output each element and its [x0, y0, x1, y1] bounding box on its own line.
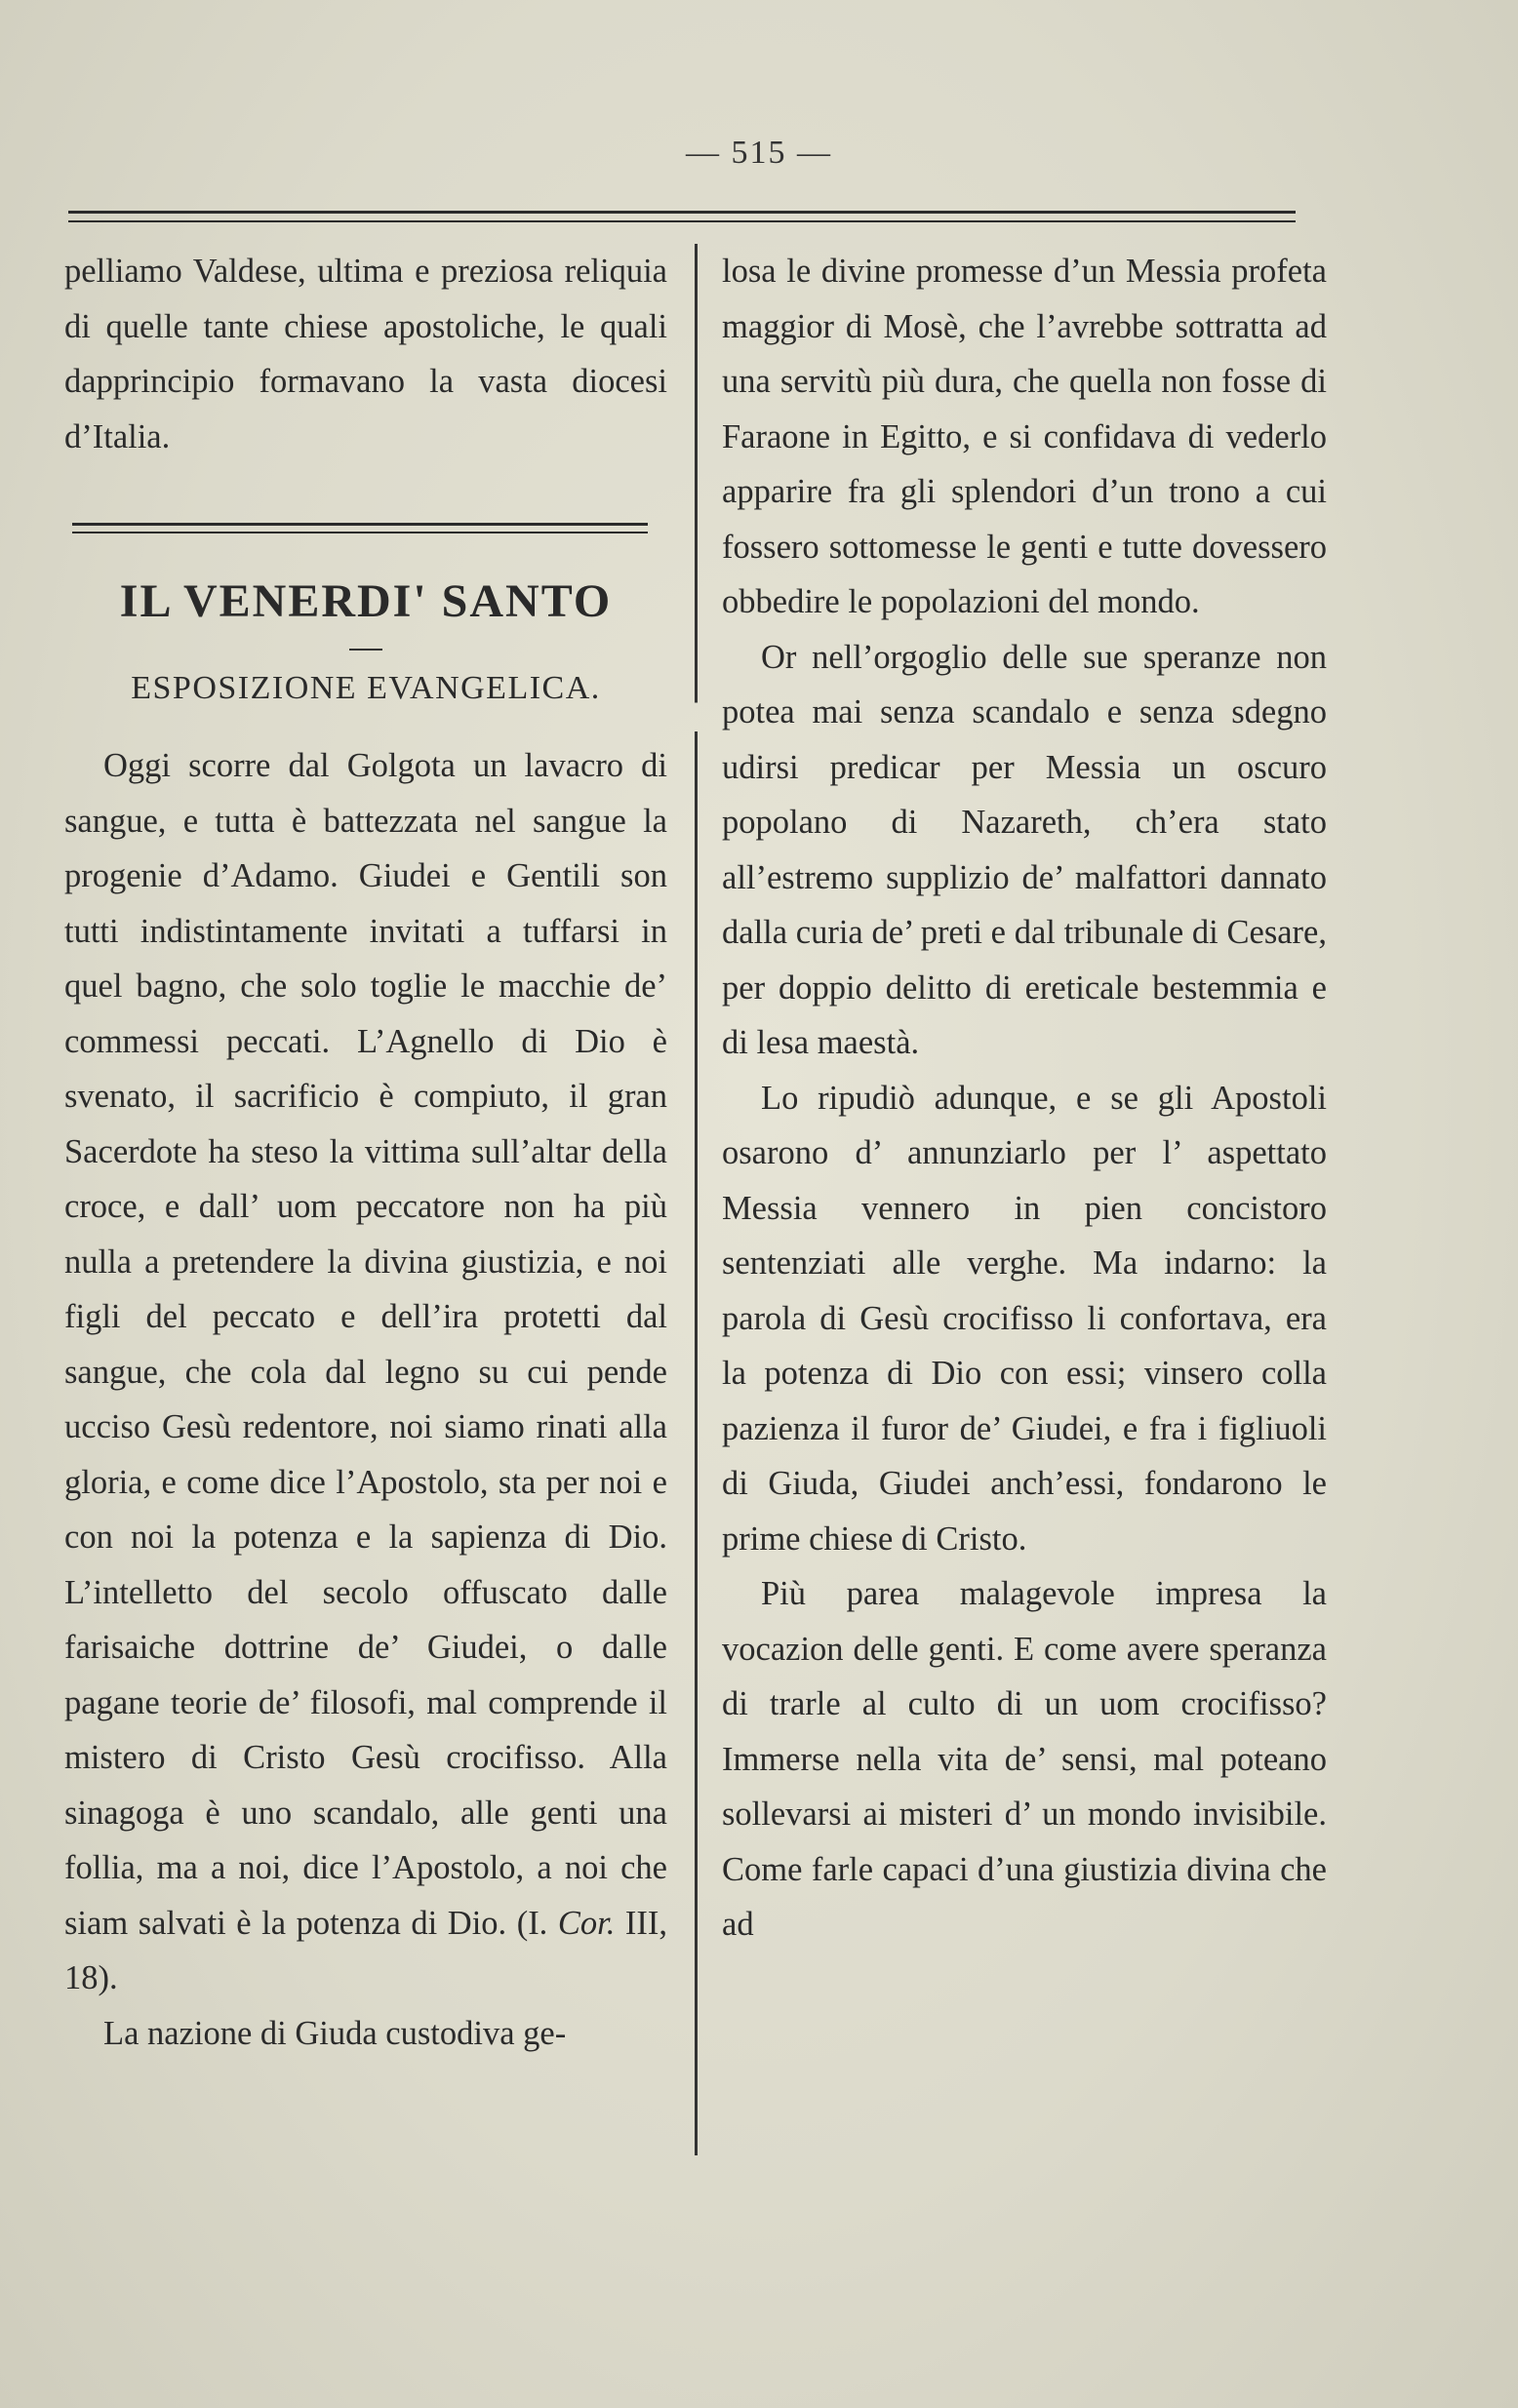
previous-article-tail: pelliamo Valdese, ultima e preziosa reliquia di quelle tante chiese apostoliche, le quali dapprincipio formavano la vasta diocesi d’Italia.: [64, 253, 667, 455]
section-rule: [72, 523, 648, 533]
title-dash: [349, 649, 382, 651]
column-divider: [695, 244, 698, 2155]
paragraph: Lo ripudiò adunque, e se gli Apostoli osarono d’ annunziarlo per l’ aspettato Messia vennero in pien concistoro sentenziati alle verghe. Ma indarno: la parola di Gesù crocifisso li confortava, era la potenza di Dio con essi; vinsero colla pazienza il furor de’ Giudei, e fra i figliuoli di Giuda, Giudei anch’essi, fondarono le prime chiese di Cristo.: [722, 1079, 1327, 1558]
citation-open: (: [506, 1904, 529, 1942]
citation-ref-rest: III, 18).: [64, 1904, 667, 1996]
article-title: IL VENERDI' SANTO: [119, 575, 613, 627]
paragraph: La nazione di Giuda custodiva ge-: [103, 2014, 567, 2052]
header-rule: [68, 211, 1296, 222]
page-number: — 515 —: [686, 135, 832, 171]
paragraph: Più parea malagevole impresa la vocazion delle genti. E come avere speranza di trarle al culto di un uom crocifisso? Immerse nella vita de’ sensi, mal poteano sollevarsi ai misteri d’ un mondo invisibile. Come farle capaci d’una giustizia divina che ad: [722, 1575, 1327, 1943]
paragraph: losa le divine promesse d’un Messia profeta maggior di Mosè, che l’avrebbe sottratta ad una servitù più dura, che quella non fosse di Faraone in Egitto, e si confidava di vederlo apparire fra gli splendori d’un trono a cui fossero sottomesse le genti e tutte dovessero obbedire le popolazioni del mondo.: [722, 253, 1327, 620]
citation-book: I.: [528, 1904, 558, 1942]
citation-ref-italic: Cor.: [557, 1904, 616, 1942]
paragraph-text: Oggi scorre dal Golgota un lavacro di sangue, e tutta è battezzata nel sangue la progenie d’Adamo. Giudei e Gentili son tutti indistintamente invitati a tuffarsi in quel bagno, che solo toglie le macchie de’ commessi peccati. L’Agnello di Dio è svenato, il sacrificio è compiuto, il gran Sacerdote ha steso la vittima sull’altar della croce, e dall’ uom peccatore non ha più nulla a pretendere la divina giustizia, e noi figli del peccato e dell’ira protetti dal sangue, che cola dal legno su cui pende ucciso Gesù redentore, noi siamo rinati alla gloria, e come dice l’Apostolo, sta per noi e con noi la potenza e la sapienza di Dio. L’intelletto del secolo offuscato dalle farisaiche dottrine de’ Giudei, o dalle pagane teorie de’ filosofi, mal comprende il mistero di Cristo Gesù crocifisso. Alla sinagoga è uno scandalo, alle genti una follia, ma a noi, dice l’Apostolo, a noi che siam salvati è la potenza di Dio.: [64, 747, 667, 1942]
left-column: [64, 244, 667, 2061]
paragraph: [64, 738, 667, 2006]
article-subtitle: ESPOSIZIONE EVANGELICA.: [131, 670, 601, 706]
right-column: [722, 244, 1327, 1953]
article-body-left: [64, 738, 667, 2061]
paragraph: Or nell’orgoglio delle sue speranze non potea mai senza scandalo e senza sdegno udirsi predicar per Messia un oscuro popolano di Nazareth, ch’era stato all’estremo supplizio de’ malfattori dannato dalla curia de’ preti e dal tribunale di Cesare, per doppio delitto di ereticale bestemmia e di lesa maestà.: [722, 638, 1327, 1061]
